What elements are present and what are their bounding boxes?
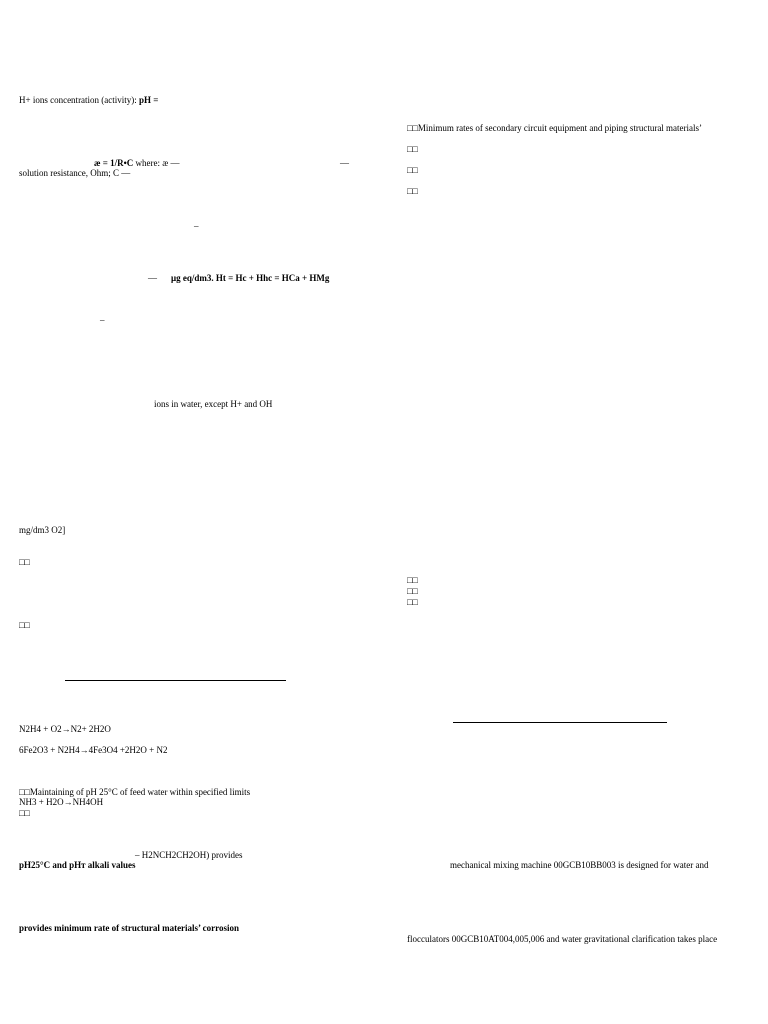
alkali-values-text: pH25°C and pHт alkali values: [19, 860, 136, 870]
box-marker-a: □□: [19, 557, 30, 567]
ph-equation: pH =: [139, 95, 159, 105]
conductivity-where: where: æ —: [133, 158, 180, 168]
box-marker-r1: □□: [407, 144, 418, 154]
dash-mark-b: –: [100, 315, 105, 325]
resistance-definition: solution resistance, Ohm; C —: [19, 168, 131, 178]
dash-mark-a: –: [194, 221, 199, 231]
box-marker-r3: □□: [407, 186, 418, 196]
hardness-dash: —: [148, 273, 157, 283]
conductivity-formula: æ = 1/R•C: [94, 158, 134, 168]
mixing-machine-text: mechanical mixing machine 00GCB10BB003 is designed for water and: [450, 860, 709, 870]
ph-intro-text: H+ ions concentration (activity):: [19, 95, 140, 105]
reaction-ammonia: NH3 + H2O→NH4OH: [19, 797, 104, 807]
flocculators-text: flocculators 00GCB10AT004,005,006 and water gravitational clarification takes place: [407, 934, 718, 944]
reaction-iron: 6Fe2O3 + N2H4→4Fe3O4 +2H2O + N2: [19, 745, 168, 755]
ethanolamine-text: – H2NCH2CH2OH) provides: [135, 850, 243, 860]
rates-text: Minimum rates of secondary circuit equipment and piping structural materials’: [417, 123, 703, 133]
ions-text: ions in water, except H+ and OH: [154, 399, 273, 409]
box-marker-b: □□: [19, 620, 30, 630]
box-marker-ph: □□: [19, 787, 30, 797]
hardness-formula: μg eq/dm3. Ht = Hc + Hhc = HCa + HMg: [171, 273, 330, 283]
box-marker-r2: □□: [407, 165, 418, 175]
box-marker-rates: □□: [407, 123, 418, 133]
ph-definition: [19, 95, 158, 105]
horizontal-rule-left: [65, 680, 286, 681]
corrosion-rate-text: provides minimum rate of structural materials’ corrosion: [19, 923, 239, 933]
reaction-hydrazine: N2H4 + O2→N2+ 2H2O: [19, 724, 111, 734]
conductivity-dash: —: [340, 158, 349, 168]
box-marker-c: □□: [19, 808, 30, 818]
horizontal-rule-right: [453, 722, 667, 723]
rates-line: [407, 123, 702, 133]
box-marker-r6: □□: [407, 597, 418, 607]
box-marker-r4: □□: [407, 575, 418, 585]
box-marker-r5: □□: [407, 586, 418, 596]
ph-maintain-line: [19, 787, 250, 797]
conductivity-formula-line: [94, 158, 180, 168]
oxygen-unit: mg/dm3 O2]: [19, 525, 66, 535]
ph-maintain-text: Maintaining of pH 25°C of feed water within specified limits: [29, 787, 251, 797]
